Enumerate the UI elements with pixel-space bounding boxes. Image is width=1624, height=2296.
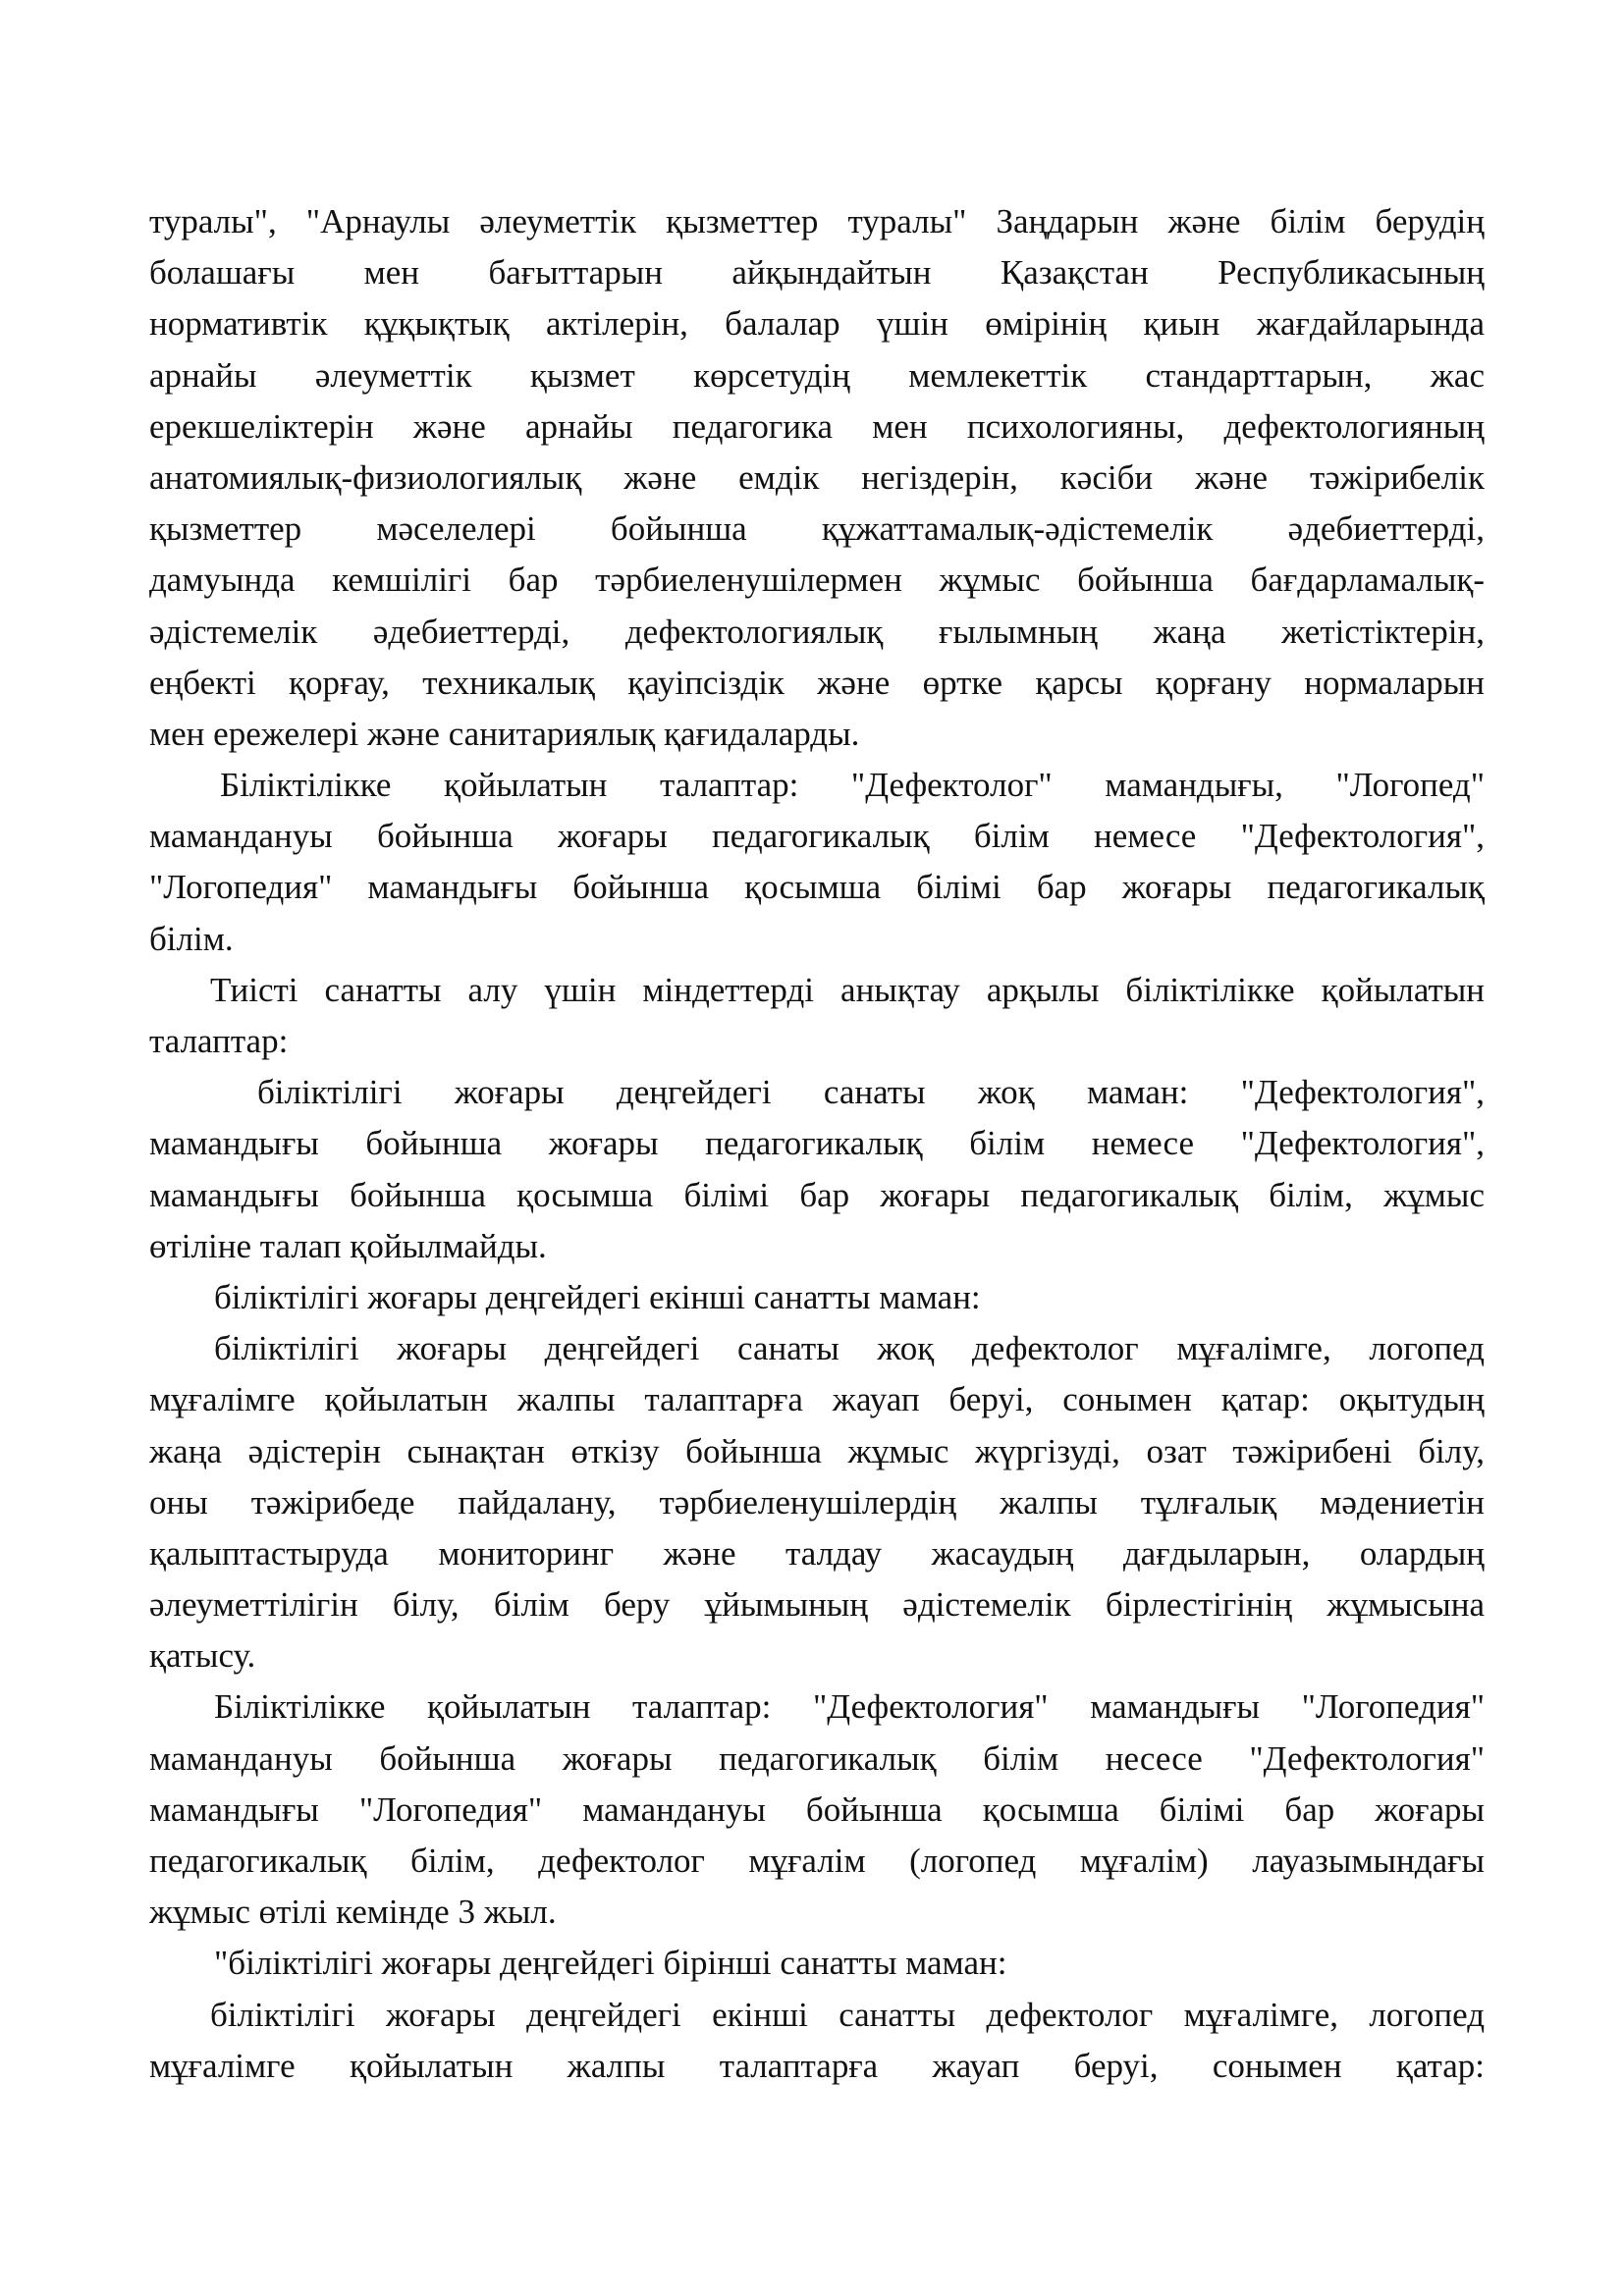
text-line: туралы", "Арнаулы әлеуметтік қызметтер туралы" Заңдарын және білім берудің: [149, 202, 1485, 240]
paragraph-second-category-duties: [149, 1323, 1485, 1682]
text-line: біліктілігі жоғары деңгейдегі санаты жоқ маман: "Дефектология",: [257, 1073, 1485, 1112]
paragraph-qualification-requirements: [149, 760, 1485, 965]
text-line: мамандығы бойынша қосымша білімі бар жоғары педагогикалық білім, жұмыс: [149, 1175, 1485, 1214]
text-line: "Логопедия" мамандығы бойынша қосымша білімі бар жоғары педагогикалық: [149, 868, 1485, 907]
paragraph-second-category-qualification: [149, 1682, 1485, 1938]
text-line: білім.: [149, 919, 234, 958]
text-line: мамандануы бойынша жоғары педагогикалық білім немесе "Дефектология",: [149, 817, 1485, 856]
paragraph-laws-and-standards: [149, 196, 1485, 760]
text-line: қатысу.: [149, 1636, 256, 1676]
text-line: еңбекті қорғау, техникалық қауіпсіздік және өртке қарсы қорғану нормаларын: [149, 663, 1485, 702]
text-line: мамандануы бойынша жоғары педагогикалық білім несесе "Дефектология": [149, 1738, 1485, 1778]
text-line: Біліктілікке қойылатын талаптар: "Дефектология" мамандығы "Логопедия": [214, 1687, 1485, 1727]
text-line: жаңа әдістерін сынақтан өткізу бойынша жұмыс жүргізуді, озат тәжірибені білу,: [149, 1431, 1485, 1470]
text-line: біліктілігі жоғары деңгейдегі екінші санатты маман:: [214, 1277, 981, 1316]
text-line: болашағы мен бағыттарын айқындайтын Қазақстан Республикасының: [149, 253, 1485, 293]
text-line: оны тәжірибеде пайдалану, тәрбиеленушілердің жалпы тұлғалық мәдениетін: [149, 1482, 1485, 1522]
text-line: мамандығы бойынша жоғары педагогикалық білім немесе "Дефектология",: [149, 1124, 1485, 1163]
text-line: мұғалімге қойылатын жалпы талаптарға жауап беруі, сонымен қатар:: [149, 2046, 1485, 2085]
text-line: анатомиялық-физиологиялық және емдік негіздерін, кәсіби және тәжірибелік: [149, 457, 1485, 497]
text-line: мамандығы "Логопедия" мамандануы бойынша қосымша білімі бар жоғары: [149, 1789, 1485, 1829]
text-line: өтіліне талап қойылмайды.: [149, 1226, 547, 1265]
text-line: Тиісті санатты алу үшін міндеттерді анықтау арқылы біліктілікке қойылатын: [210, 970, 1485, 1009]
paragraph-no-category-specialist: [149, 1067, 1485, 1272]
paragraph-second-category-heading: [149, 1272, 1485, 1323]
text-line: біліктілігі жоғары деңгейдегі екінші санатты дефектолог мұғалімге, логопед: [210, 1995, 1485, 2034]
text-line: мұғалімге қойылатын жалпы талаптарға жауап беруі, сонымен қатар: оқытудың: [149, 1380, 1485, 1419]
text-line: талаптар:: [149, 1022, 289, 1060]
text-line: әдістемелік әдебиеттерді, дефектологиялық ғылымның жаңа жетістіктерін,: [149, 612, 1485, 651]
text-line: әлеуметтілігін білу, білім беру ұйымының әдістемелік бірлестігінің жұмысына: [149, 1585, 1485, 1625]
paragraph-first-category-heading: [149, 1938, 1485, 1989]
text-line: қалыптастыруда мониторинг және талдау жасаудың дағдыларын, олардың: [149, 1533, 1485, 1573]
text-line: ерекшеліктерін және арнайы педагогика мен психологияны, дефектологияның: [149, 406, 1485, 446]
text-line: біліктілігі жоғары деңгейдегі санаты жоқ дефектолог мұғалімге, логопед: [214, 1329, 1485, 1368]
text-line: арнайы әлеуметтік қызмет көрсетудің мемлекеттік стандарттарын, жас: [149, 355, 1485, 395]
text-line: қызметтер мәселелері бойынша құжаттамалық-әдістемелік әдебиеттерді,: [149, 509, 1485, 549]
text-line: "біліктілігі жоғары деңгейдегі бірінші санатты маман:: [214, 1944, 1007, 1983]
text-line: нормативтік құқықтық актілерін, балалар үшін өмірінің қиын жағдайларында: [149, 304, 1485, 344]
text-line: дамуында кемшілігі бар тәрбиеленушілермен жұмыс бойынша бағдарламалық-: [149, 561, 1485, 600]
document-page: [149, 196, 1485, 2092]
text-line: жұмыс өтілі кемінде 3 жыл.: [149, 1893, 557, 1932]
paragraph-category-requirements-intro: [149, 965, 1485, 1067]
paragraph-first-category-duties: [149, 1990, 1485, 2092]
text-line: педагогикалық білім, дефектолог мұғалім (логопед мұғалім) лауазымындағы: [149, 1842, 1485, 1880]
text-line: Біліктілікке қойылатын талаптар: "Дефектолог" мамандығы, "Логопед": [220, 766, 1485, 805]
text-line: мен ережелері және санитариялық қағидаларды.: [149, 714, 860, 753]
